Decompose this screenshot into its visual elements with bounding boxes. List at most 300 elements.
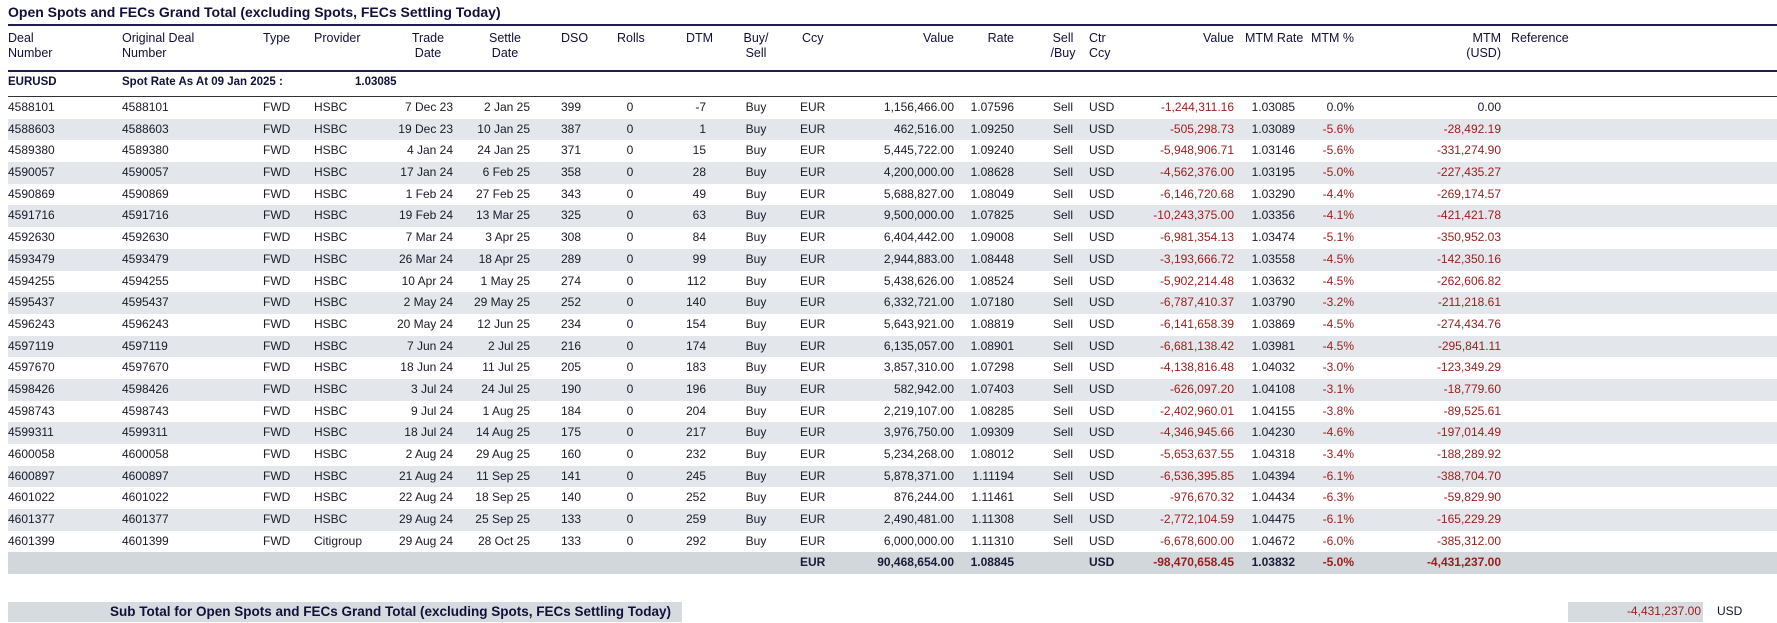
cell-settle: 2 Jul 25 — [487, 338, 530, 353]
cell-trade: 18 Jun 24 — [400, 360, 453, 375]
cell-settle: 12 Jun 25 — [477, 316, 530, 331]
cell-mtmpct: 0.0% — [1326, 100, 1354, 114]
cell-cval: -6,787,410.37 — [1159, 295, 1234, 310]
cell-dtm: 183 — [685, 360, 706, 375]
cell-deal: 4598426 — [8, 381, 55, 396]
cell-cval: -5,653,637.55 — [1159, 447, 1234, 461]
currency-pair: EURUSD — [8, 76, 57, 88]
cell-mtmrate: 1.03632 — [1251, 273, 1295, 288]
cell-rate: 1.08448 — [970, 251, 1014, 266]
cell-provider: HSBC — [314, 143, 348, 158]
cell-mtmusd: 0.00 — [1477, 100, 1501, 114]
header-dtm: DTM — [686, 31, 714, 45]
cell-rate: 1.07825 — [970, 208, 1014, 223]
total-rate: 1.08845 — [970, 555, 1014, 570]
cell-settle: 11 Jul 25 — [482, 360, 530, 375]
cell-mtmrate: 1.03356 — [1251, 208, 1295, 223]
header-ctr-value: Value — [1202, 31, 1234, 45]
cell-cval: -6,141,658.39 — [1159, 316, 1234, 331]
cell-cval: -976,670.32 — [1169, 490, 1234, 505]
cell-trade: 7 Jun 24 — [406, 338, 453, 353]
cell-type: FWD — [263, 186, 291, 201]
header-provider: Provider — [314, 31, 361, 45]
cell-mtmusd: -421,421.78 — [1436, 208, 1501, 223]
cell-sb: Sell — [1052, 403, 1073, 418]
cell-mtmusd: -18,779.60 — [1443, 381, 1501, 396]
cell-value: 582,942.00 — [893, 381, 954, 396]
cell-mtmpct: -3.2% — [1322, 295, 1354, 310]
cell-mtmrate: 1.03089 — [1251, 121, 1295, 136]
cell-bs: Buy — [745, 186, 767, 201]
cell-bs: Buy — [745, 360, 767, 375]
cell-ctr: USD — [1089, 512, 1115, 527]
cell-ctr: USD — [1089, 230, 1115, 245]
cell-deal: 4588603 — [8, 121, 55, 136]
cell-rolls: 0 — [626, 381, 634, 396]
cell-rate: 1.09008 — [970, 230, 1014, 245]
cell-mtmpct: -4.4% — [1322, 186, 1354, 201]
cell-provider: HSBC — [314, 425, 348, 440]
cell-settle: 14 Aug 25 — [475, 425, 530, 440]
cell-ccy: EUR — [800, 230, 826, 245]
cell-deal: 4597670 — [8, 360, 55, 375]
cell-deal: 4599311 — [8, 425, 54, 440]
cell-settle: 18 Apr 25 — [478, 251, 530, 266]
cell-provider: HSBC — [314, 165, 348, 180]
cell-mtmusd: -59,829.90 — [1443, 490, 1501, 505]
cell-dtm: 49 — [692, 186, 706, 201]
cell-mtmrate: 1.03290 — [1251, 186, 1295, 201]
cell-dso: 133 — [560, 533, 582, 548]
cell-provider: Citigroup — [314, 533, 363, 548]
cell-mtmpct: -3.8% — [1322, 403, 1354, 418]
cell-dtm: 28 — [692, 165, 706, 180]
cell-bs: Buy — [745, 468, 767, 483]
cell-settle: 27 Feb 25 — [475, 186, 530, 201]
cell-dso: 133 — [560, 512, 582, 527]
cell-value: 2,944,883.00 — [883, 251, 954, 266]
cell-value: 9,500,000.00 — [883, 208, 954, 223]
cell-rolls: 0 — [626, 295, 634, 310]
cell-rate: 1.08049 — [970, 186, 1014, 201]
cell-orig: 4591716 — [122, 208, 169, 223]
cell-provider: HSBC — [314, 121, 348, 136]
cell-mtmrate: 1.04155 — [1251, 403, 1295, 418]
cell-rolls: 0 — [626, 230, 634, 245]
cell-rate: 1.08285 — [970, 403, 1014, 418]
cell-deal: 4601022 — [8, 490, 55, 505]
cell-value: 4,200,000.00 — [883, 165, 954, 180]
cell-ccy: EUR — [800, 121, 826, 136]
cell-mtmrate: 1.04230 — [1251, 425, 1295, 440]
cell-trade: 2 Aug 24 — [405, 447, 453, 461]
cell-mtmpct: -5.0% — [1322, 165, 1354, 180]
cell-bs: Buy — [745, 316, 767, 331]
cell-bs: Buy — [745, 425, 767, 440]
cell-mtmpct: -6.0% — [1322, 533, 1354, 548]
header-rate: Rate — [987, 31, 1014, 45]
cell-bs: Buy — [745, 512, 767, 527]
cell-mtmpct: -6.1% — [1322, 512, 1354, 527]
cell-provider: HSBC — [314, 468, 348, 483]
cell-value: 5,643,921.00 — [883, 316, 954, 331]
cell-dso: 387 — [560, 121, 582, 136]
table-row — [8, 119, 1777, 141]
cell-settle: 2 Jan 25 — [483, 100, 530, 114]
cell-value: 6,332,721.00 — [883, 295, 954, 310]
cell-provider: HSBC — [314, 230, 348, 245]
cell-sb: Sell — [1052, 143, 1073, 158]
cell-cval: -6,146,720.68 — [1159, 186, 1234, 201]
cell-dtm: 204 — [685, 403, 706, 418]
cell-type: FWD — [263, 251, 291, 266]
cell-ccy: EUR — [800, 468, 826, 483]
cell-value: 3,857,310.00 — [883, 360, 954, 375]
cell-trade: 3 Jul 24 — [410, 381, 453, 396]
cell-rolls: 0 — [626, 100, 634, 114]
cell-cval: -5,948,906.71 — [1159, 143, 1234, 158]
cell-ctr: USD — [1089, 295, 1115, 310]
cell-ctr: USD — [1089, 468, 1115, 483]
cell-mtmpct: -5.6% — [1322, 143, 1354, 158]
cell-trade: 19 Feb 24 — [398, 208, 453, 223]
cell-provider: HSBC — [314, 447, 348, 461]
cell-trade: 9 Jul 24 — [410, 403, 453, 418]
cell-cval: -626,097.20 — [1169, 381, 1234, 396]
cell-type: FWD — [263, 381, 291, 396]
cell-dtm: 245 — [685, 468, 706, 483]
cell-sb: Sell — [1052, 490, 1073, 505]
cell-deal: 4590869 — [8, 186, 55, 201]
cell-trade: 22 Aug 24 — [398, 490, 453, 505]
subtotal-value: -4,431,237.00 — [1626, 604, 1701, 618]
cell-provider: HSBC — [314, 251, 348, 266]
cell-rate: 1.08012 — [970, 447, 1014, 461]
cell-mtmrate: 1.03146 — [1251, 143, 1295, 158]
table-row — [8, 271, 1777, 293]
cell-cval: -4,138,816.48 — [1159, 360, 1234, 375]
cell-mtmusd: -262,606.82 — [1436, 273, 1501, 288]
table-row — [8, 227, 1777, 249]
cell-type: FWD — [263, 533, 291, 548]
cell-settle: 1 May 25 — [480, 273, 530, 288]
cell-dso: 252 — [560, 295, 582, 310]
cell-ccy: EUR — [800, 316, 826, 331]
cell-type: FWD — [263, 208, 291, 223]
cell-deal: 4593479 — [8, 251, 55, 266]
cell-orig: 4600897 — [122, 468, 169, 483]
cell-rolls: 0 — [626, 360, 634, 375]
cell-dso: 141 — [560, 468, 582, 483]
cell-ctr: USD — [1089, 360, 1115, 375]
header-ccy: Ccy — [802, 31, 824, 45]
cell-type: FWD — [263, 143, 291, 158]
cell-rolls: 0 — [626, 251, 634, 266]
cell-settle: 24 Jul 25 — [481, 381, 530, 396]
cell-orig: 4595437 — [122, 295, 169, 310]
cell-dso: 371 — [560, 143, 582, 158]
cell-mtmusd: -197,014.49 — [1436, 425, 1501, 440]
cell-mtmrate: 1.03869 — [1251, 316, 1295, 331]
cell-settle: 6 Feb 25 — [482, 165, 530, 180]
cell-dso: 358 — [560, 165, 582, 180]
cell-ccy: EUR — [800, 447, 826, 461]
cell-provider: HSBC — [314, 338, 348, 353]
cell-ccy: EUR — [800, 100, 826, 114]
cell-mtmpct: -6.3% — [1322, 490, 1354, 505]
cell-settle: 3 Apr 25 — [485, 230, 530, 245]
cell-cval: -3,193,666.72 — [1159, 251, 1234, 266]
cell-trade: 29 Aug 24 — [398, 512, 453, 527]
cell-mtmusd: -227,435.27 — [1436, 165, 1501, 180]
cell-mtmrate: 1.04434 — [1251, 490, 1295, 505]
cell-rolls: 0 — [626, 468, 634, 483]
header-mtm-rate: MTM Rate — [1245, 31, 1304, 45]
cell-cval: -6,678,600.00 — [1159, 533, 1234, 548]
cell-dtm: 174 — [685, 338, 706, 353]
cell-mtmpct: -5.1% — [1322, 230, 1354, 245]
cell-dtm: 140 — [685, 295, 706, 310]
cell-value: 6,404,442.00 — [883, 230, 954, 245]
cell-ccy: EUR — [800, 251, 826, 266]
cell-mtmpct: -6.1% — [1322, 468, 1354, 483]
cell-deal: 4601377 — [8, 512, 55, 527]
cell-type: FWD — [263, 338, 291, 353]
cell-dso: 175 — [560, 425, 582, 440]
cell-mtmpct: -4.5% — [1322, 338, 1354, 353]
cell-mtmusd: -165,229.29 — [1436, 512, 1501, 527]
cell-rate: 1.07596 — [970, 100, 1014, 114]
cell-provider: HSBC — [314, 316, 348, 331]
cell-ctr: USD — [1089, 316, 1115, 331]
cell-settle: 13 Mar 25 — [475, 208, 530, 223]
cell-type: FWD — [263, 403, 291, 418]
cell-mtmpct: -4.5% — [1322, 251, 1354, 266]
cell-dtm: 154 — [685, 316, 706, 331]
cell-ctr: USD — [1089, 186, 1115, 201]
cell-provider: HSBC — [314, 208, 348, 223]
cell-rate: 1.11308 — [971, 512, 1014, 527]
cell-cval: -4,346,945.66 — [1159, 425, 1234, 440]
header-type: Type — [263, 31, 291, 45]
cell-trade: 21 Aug 24 — [398, 468, 453, 483]
cell-rolls: 0 — [626, 338, 634, 353]
cell-dso: 205 — [560, 360, 582, 375]
cell-sb: Sell — [1052, 230, 1073, 245]
cell-sb: Sell — [1052, 468, 1073, 483]
cell-sb: Sell — [1052, 121, 1073, 136]
cell-ctr: USD — [1089, 251, 1115, 266]
cell-deal: 4600058 — [8, 447, 55, 461]
cell-dso: 190 — [560, 381, 582, 396]
header-value: Value — [922, 31, 954, 45]
cell-dso: 325 — [560, 208, 582, 223]
cell-deal: 4590057 — [8, 165, 55, 180]
cell-cval: -2,402,960.01 — [1159, 403, 1234, 418]
header-buy-sell: Buy/ Sell — [743, 31, 769, 60]
cell-dtm: 1 — [699, 121, 706, 136]
cell-bs: Buy — [745, 338, 767, 353]
cell-mtmrate: 1.04032 — [1251, 360, 1295, 375]
cell-provider: HSBC — [314, 100, 348, 114]
cell-value: 5,688,827.00 — [883, 186, 954, 201]
cell-mtmrate: 1.04394 — [1251, 468, 1295, 483]
header-dso: DSO — [561, 31, 589, 45]
header-ctr-ccy: Ctr Ccy — [1089, 31, 1111, 60]
cell-orig: 4596243 — [122, 316, 169, 331]
cell-bs: Buy — [745, 121, 767, 136]
cell-orig: 4600058 — [122, 447, 169, 461]
cell-mtmusd: -188,289.92 — [1436, 447, 1501, 461]
cell-value: 2,219,107.00 — [883, 403, 954, 418]
cell-settle: 28 Oct 25 — [477, 533, 530, 548]
cell-mtmusd: -211,218.61 — [1437, 295, 1501, 310]
cell-ccy: EUR — [800, 295, 826, 310]
cell-ccy: EUR — [800, 186, 826, 201]
table-row — [8, 444, 1777, 466]
cell-rolls: 0 — [626, 165, 634, 180]
spot-rate-label: Spot Rate As At 09 Jan 2025 : — [122, 76, 283, 88]
cell-bs: Buy — [745, 447, 767, 461]
cell-trade: 2 May 24 — [403, 295, 453, 310]
cell-deal: 4595437 — [8, 295, 55, 310]
cell-settle: 10 Jan 25 — [477, 121, 530, 136]
cell-ccy: EUR — [800, 360, 826, 375]
cell-sb: Sell — [1052, 447, 1073, 461]
cell-dso: 140 — [560, 490, 582, 505]
cell-value: 5,438,626.00 — [883, 273, 954, 288]
cell-type: FWD — [263, 316, 291, 331]
cell-orig: 4593479 — [122, 251, 169, 266]
cell-sb: Sell — [1052, 208, 1073, 223]
table-row — [8, 509, 1777, 531]
cell-orig: 4601399 — [122, 533, 169, 548]
cell-deal: 4598743 — [8, 403, 55, 418]
cell-ccy: EUR — [800, 512, 826, 527]
cell-ctr: USD — [1089, 273, 1115, 288]
cell-orig: 4590869 — [122, 186, 169, 201]
cell-value: 1,156,466.00 — [883, 100, 954, 114]
cell-sb: Sell — [1052, 295, 1073, 310]
cell-sb: Sell — [1052, 100, 1073, 114]
cell-deal: 4591716 — [8, 208, 55, 223]
table-row — [8, 314, 1777, 336]
cell-type: FWD — [263, 490, 291, 505]
cell-dso: 184 — [560, 403, 582, 418]
cell-dso: 274 — [560, 273, 582, 288]
cell-mtmrate: 1.03981 — [1251, 338, 1295, 353]
cell-dso: 399 — [560, 100, 582, 114]
cell-settle: 25 Sep 25 — [475, 512, 530, 527]
currency-pair-row — [8, 73, 1777, 97]
cell-mtmpct: -5.6% — [1322, 121, 1354, 136]
cell-sb: Sell — [1052, 533, 1073, 548]
cell-orig: 4597670 — [122, 360, 169, 375]
cell-type: FWD — [263, 295, 291, 310]
header-trade-date: Trade Date — [411, 31, 445, 60]
cell-dso: 216 — [560, 338, 582, 353]
table-row — [8, 401, 1777, 423]
cell-ctr: USD — [1089, 447, 1115, 461]
table-row — [8, 487, 1777, 509]
report-title: Open Spots and FECs Grand Total (excluding Spots, FECs Settling Today) — [8, 4, 501, 20]
total-mtmusd: -4,431,237.00 — [1426, 555, 1501, 570]
table-row — [8, 292, 1777, 314]
cell-deal: 4601399 — [8, 533, 55, 548]
cell-sb: Sell — [1052, 273, 1073, 288]
cell-mtmusd: -269,174.57 — [1436, 186, 1501, 201]
cell-value: 2,490,481.00 — [883, 512, 954, 527]
cell-ccy: EUR — [800, 425, 826, 440]
cell-ctr: USD — [1089, 100, 1115, 114]
header-rolls: Rolls — [617, 31, 645, 45]
cell-dso: 234 — [560, 316, 582, 331]
cell-mtmrate: 1.03195 — [1251, 165, 1295, 180]
cell-mtmusd: -388,704.70 — [1436, 468, 1501, 483]
cell-ccy: EUR — [800, 338, 826, 353]
table-row — [8, 97, 1777, 119]
cell-dtm: 292 — [685, 533, 706, 548]
cell-orig: 4590057 — [122, 165, 169, 180]
cell-mtmpct: -3.4% — [1322, 447, 1354, 461]
cell-settle: 18 Sep 25 — [475, 490, 530, 505]
table-row — [8, 466, 1777, 488]
cell-cval: -4,562,376.00 — [1159, 165, 1234, 180]
table-row — [8, 422, 1777, 444]
cell-rolls: 0 — [626, 121, 634, 136]
cell-dtm: 63 — [692, 208, 706, 223]
cell-sb: Sell — [1052, 425, 1073, 440]
cell-trade: 4 Jan 24 — [406, 143, 453, 158]
cell-orig: 4598743 — [122, 403, 169, 418]
cell-settle: 24 Jan 25 — [477, 143, 530, 158]
cell-dtm: 217 — [685, 425, 706, 440]
cell-ctr: USD — [1089, 338, 1115, 353]
table-row — [8, 140, 1777, 162]
cell-mtmusd: -28,492.19 — [1443, 121, 1501, 136]
cell-rolls: 0 — [626, 447, 634, 461]
cell-mtmusd: -142,350.16 — [1436, 251, 1501, 266]
cell-value: 462,516.00 — [893, 121, 954, 136]
header-settle-date: Settle Date — [489, 31, 521, 60]
total-ctr: USD — [1089, 555, 1115, 570]
cell-mtmusd: -295,841.11 — [1437, 338, 1501, 353]
table-row — [8, 357, 1777, 379]
cell-mtmusd: -123,349.29 — [1436, 360, 1501, 375]
cell-trade: 18 Jul 24 — [404, 425, 453, 440]
cell-orig: 4588101 — [122, 100, 169, 114]
cell-trade: 19 Dec 23 — [398, 121, 453, 136]
cell-type: FWD — [263, 121, 291, 136]
cell-ccy: EUR — [800, 403, 826, 418]
cell-trade: 10 Apr 24 — [401, 273, 453, 288]
cell-rate: 1.08524 — [970, 273, 1014, 288]
cell-ctr: USD — [1089, 425, 1115, 440]
cell-rolls: 0 — [626, 316, 634, 331]
cell-deal: 4592630 — [8, 230, 55, 245]
cell-ctr: USD — [1089, 381, 1115, 396]
cell-deal: 4600897 — [8, 468, 55, 483]
cell-rolls: 0 — [626, 143, 634, 158]
cell-dtm: 196 — [685, 381, 706, 396]
cell-rolls: 0 — [626, 512, 634, 527]
cell-rate: 1.08628 — [970, 165, 1014, 180]
totals-row — [8, 552, 1777, 574]
total-cval: -98,470,658.45 — [1153, 555, 1234, 570]
cell-dtm: 99 — [692, 251, 706, 266]
deals-table-body — [8, 97, 1777, 574]
cell-rolls: 0 — [626, 186, 634, 201]
